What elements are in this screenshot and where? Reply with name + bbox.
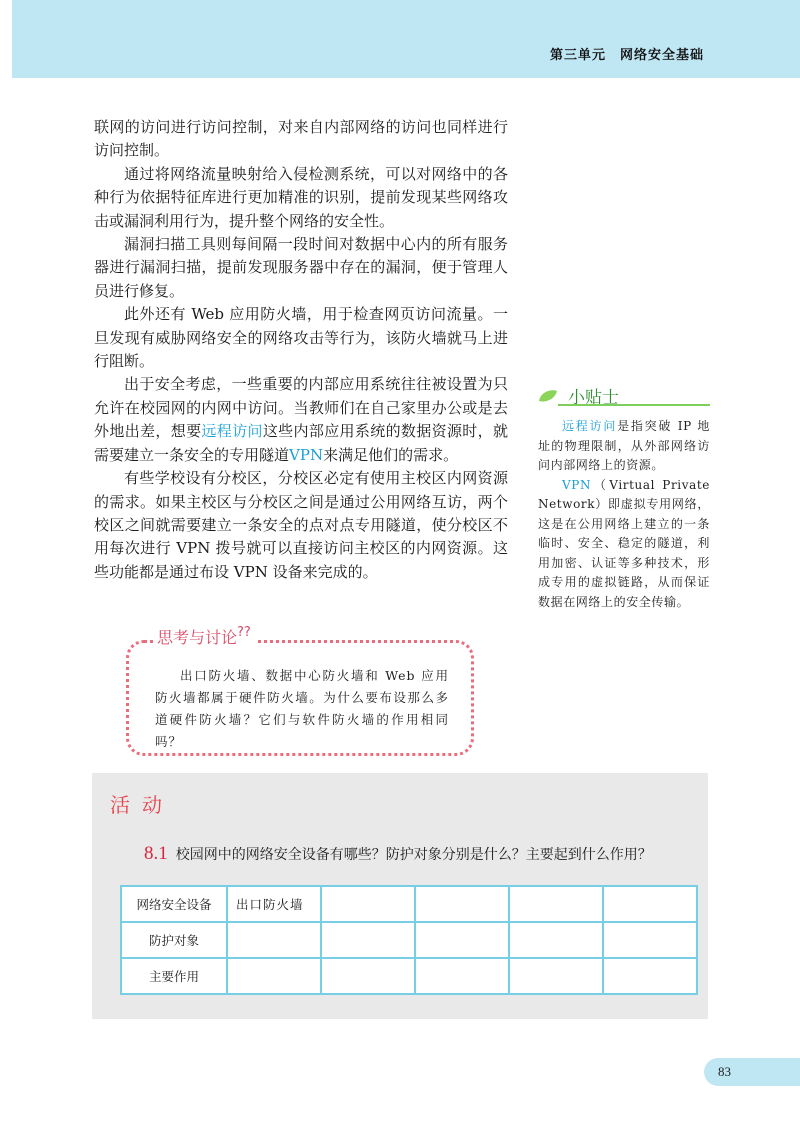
tip-2-lead: VPN <box>562 477 592 492</box>
row-header-functions: 主要作用 <box>121 958 227 994</box>
table-cell[interactable] <box>603 922 697 958</box>
discussion-title-text: 思考与讨论 <box>157 628 238 647</box>
question-number: 8.1 <box>144 843 168 864</box>
term-vpn: VPN <box>289 445 324 464</box>
tip-1-text: 是指突破 IP 地址的物理限制，从外部网络访问内部网络上的资源。 <box>538 419 711 472</box>
tips-header <box>538 383 710 409</box>
table-row <box>121 922 697 958</box>
paragraph-5 <box>94 373 508 467</box>
table-cell[interactable] <box>227 922 321 958</box>
tips-body <box>538 417 710 612</box>
activity-title: 活动 <box>110 793 174 817</box>
table-cell[interactable] <box>321 886 415 922</box>
question-marks-icon: ?? <box>237 625 251 640</box>
table-cell[interactable] <box>321 922 415 958</box>
leaf-icon <box>538 389 558 403</box>
tip-1-lead: 远程访问 <box>562 419 618 433</box>
table-cell[interactable] <box>227 958 321 994</box>
activity-table <box>120 885 698 995</box>
tip-2-text: （Virtual Private Network）即虚拟专用网络，这是在公用网络上建立的一条临时、安全、稳定的隧道，利用加密、认证等多种技术，形成专用的虚拟链路，从而保证数据在网络上的安全传输。 <box>538 477 710 609</box>
discussion-title <box>153 625 255 648</box>
page-number-tab <box>704 1058 800 1086</box>
table-cell[interactable] <box>603 958 697 994</box>
activity-question <box>144 843 652 865</box>
tips-title: 小贴士 <box>568 388 619 408</box>
paragraph-3: 漏洞扫描工具则每间隔一段时间对数据中心内的所有服务器进行漏洞扫描，提前发现服务器中存在的漏洞，便于管理人员进行修复。 <box>94 235 508 300</box>
table-cell[interactable] <box>509 958 603 994</box>
paragraph-1: 联网的访问进行访问控制，对来自内部网络的访问也同样进行访问控制。 <box>94 118 508 160</box>
unit-title: 第三单元 网络安全基础 <box>549 48 704 63</box>
tip-vpn <box>538 476 710 613</box>
discussion-box <box>126 625 474 756</box>
table-row <box>121 886 697 922</box>
table-cell[interactable] <box>321 958 415 994</box>
table-cell[interactable] <box>415 886 509 922</box>
paragraph-5-text-a: 出于安全考虑，一些重要的内部应用系统往往被设置为只允许在校园网的内网中访问。当教师们在自己家里办公或是去外地出差，想要 <box>94 375 508 441</box>
row-header-targets: 防护对象 <box>121 922 227 958</box>
table-cell[interactable] <box>603 886 697 922</box>
paragraph-6: 有些学校设有分校区，分校区必定有使用主校区内网资源的需求。如果主校区与分校区之间是通过公用网络互访，两个校区之间就需要建立一条安全的点对点专用隧道，使分校区不用每次进行 VPN 拨号就可以直接访问主校区的内网资源。这些功能都是通过布设 VPN 设备来完成的。 <box>94 469 508 581</box>
tips-divider <box>558 404 710 406</box>
discussion-body: 出口防火墙、数据中心防火墙和 Web 应用防火墙都属于硬件防火墙。为什么要布设那么多道硬件防火墙？它们与软件防火墙的作用相同吗？ <box>155 668 449 749</box>
term-remote-access: 远程访问 <box>201 422 263 441</box>
paragraph-5-text-c: 来满足他们的需求。 <box>323 445 459 464</box>
paragraph-5-text-b: 这些内部应用系统的数据资源时，就需要建立一条安全的专用隧道 <box>94 422 508 464</box>
table-cell[interactable] <box>415 958 509 994</box>
table-cell[interactable] <box>509 886 603 922</box>
table-cell[interactable]: 出口防火墙 <box>227 886 321 922</box>
page-header <box>12 0 800 78</box>
tips-sidebar <box>538 383 710 612</box>
row-header-devices: 网络安全设备 <box>121 886 227 922</box>
table-row <box>121 958 697 994</box>
page-number: 83 <box>718 1064 731 1079</box>
tip-remote-access <box>538 417 710 476</box>
paragraph-2: 通过将网络流量映射给入侵检测系统，可以对网络中的各种行为依据特征库进行更加精准的识别，提前发现某些网络攻击或漏洞利用行为，提升整个网络的安全性。 <box>94 164 508 230</box>
main-text <box>94 116 508 584</box>
table-cell[interactable] <box>415 922 509 958</box>
activity-section <box>92 773 708 1019</box>
question-text: 校园网中的网络安全设备有哪些？防护对象分别是什么？主要起到什么作用？ <box>175 847 652 863</box>
table-cell[interactable] <box>509 922 603 958</box>
paragraph-4: 此外还有 Web 应用防火墙，用于检查网页访问流量。一旦发现有威胁网络安全的网络攻击等行为，该防火墙就马上进行阻断。 <box>94 305 508 371</box>
